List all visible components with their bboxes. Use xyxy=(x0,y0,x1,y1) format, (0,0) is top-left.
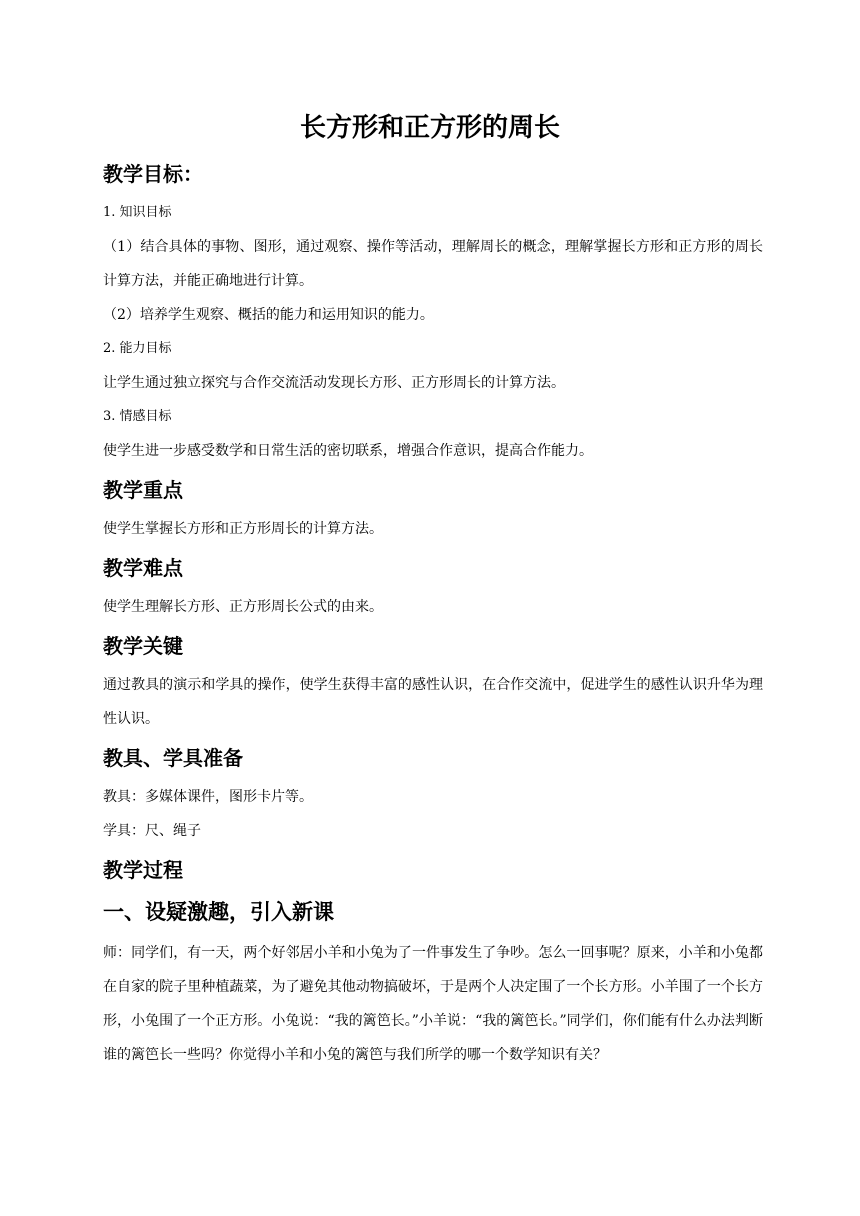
goals-item-2-paragraph: 让学生通过独立探究与合作交流活动发现长方形、正方形周长的计算方法。 xyxy=(103,375,565,391)
key-points-heading: 教学重点 xyxy=(103,478,183,502)
process-heading: 教学过程 xyxy=(103,858,183,882)
materials-heading: 教具、学具准备 xyxy=(103,746,243,770)
goals-item-1-paragraph-2: （2）培养学生观察、概括的能力和运用知识的能力。 xyxy=(103,307,434,323)
difficulties-heading: 教学难点 xyxy=(103,556,183,580)
materials-teacher: 教具：多媒体课件，图形卡片等。 xyxy=(103,789,313,805)
key-text: 通过教具的演示和学具的操作，使学生获得丰富的感性认识，在合作交流中，促进学生的感性认识升华为理性认识。 xyxy=(103,677,763,727)
document-title: 长方形和正方形的周长 xyxy=(299,113,560,143)
process-part-1-heading: 一、设疑激趣，引入新课 xyxy=(103,900,334,924)
goals-heading: 教学目标： xyxy=(103,162,203,186)
document-body xyxy=(103,154,763,1072)
key-points-text: 使学生掌握长方形和正方形周长的计算方法。 xyxy=(103,521,383,537)
difficulties-text: 使学生理解长方形、正方形周长公式的由来。 xyxy=(103,599,383,615)
process-part-1-text: 师：同学们，有一天，两个好邻居小羊和小兔为了一件事发生了争吵。怎么一回事呢？原来，小羊和小兔都在自家的院子里种植蔬菜，为了避免其他动物搞破坏，于是两个人决定围了一个长方形。小羊围了一个长方形，小兔围了一个正方形。小兔说：“我的篱笆长。”小羊说：“我的篱笆长。”同学们，你们能有什么办法判断谁的篱笆长一些吗？你觉得小羊和小兔的篱笆与我们所学的哪一个数学知识有关？ xyxy=(103,945,763,1063)
key-heading: 教学关键 xyxy=(103,634,183,658)
goals-item-2: 2. 能力目标 xyxy=(103,341,172,356)
materials-student: 学具：尺、绳子 xyxy=(103,823,201,839)
goals-item-1: 1. 知识目标 xyxy=(103,205,172,220)
goals-item-3: 3. 情感目标 xyxy=(103,409,172,424)
goals-item-1-paragraph-1: （1）结合具体的事物、图形，通过观察、操作等活动，理解周长的概念，理解掌握长方形和正方形的周长计算方法，并能正确地进行计算。 xyxy=(103,239,763,289)
goals-item-3-paragraph: 使学生进一步感受数学和日常生活的密切联系，增强合作意识，提高合作能力。 xyxy=(103,443,593,459)
